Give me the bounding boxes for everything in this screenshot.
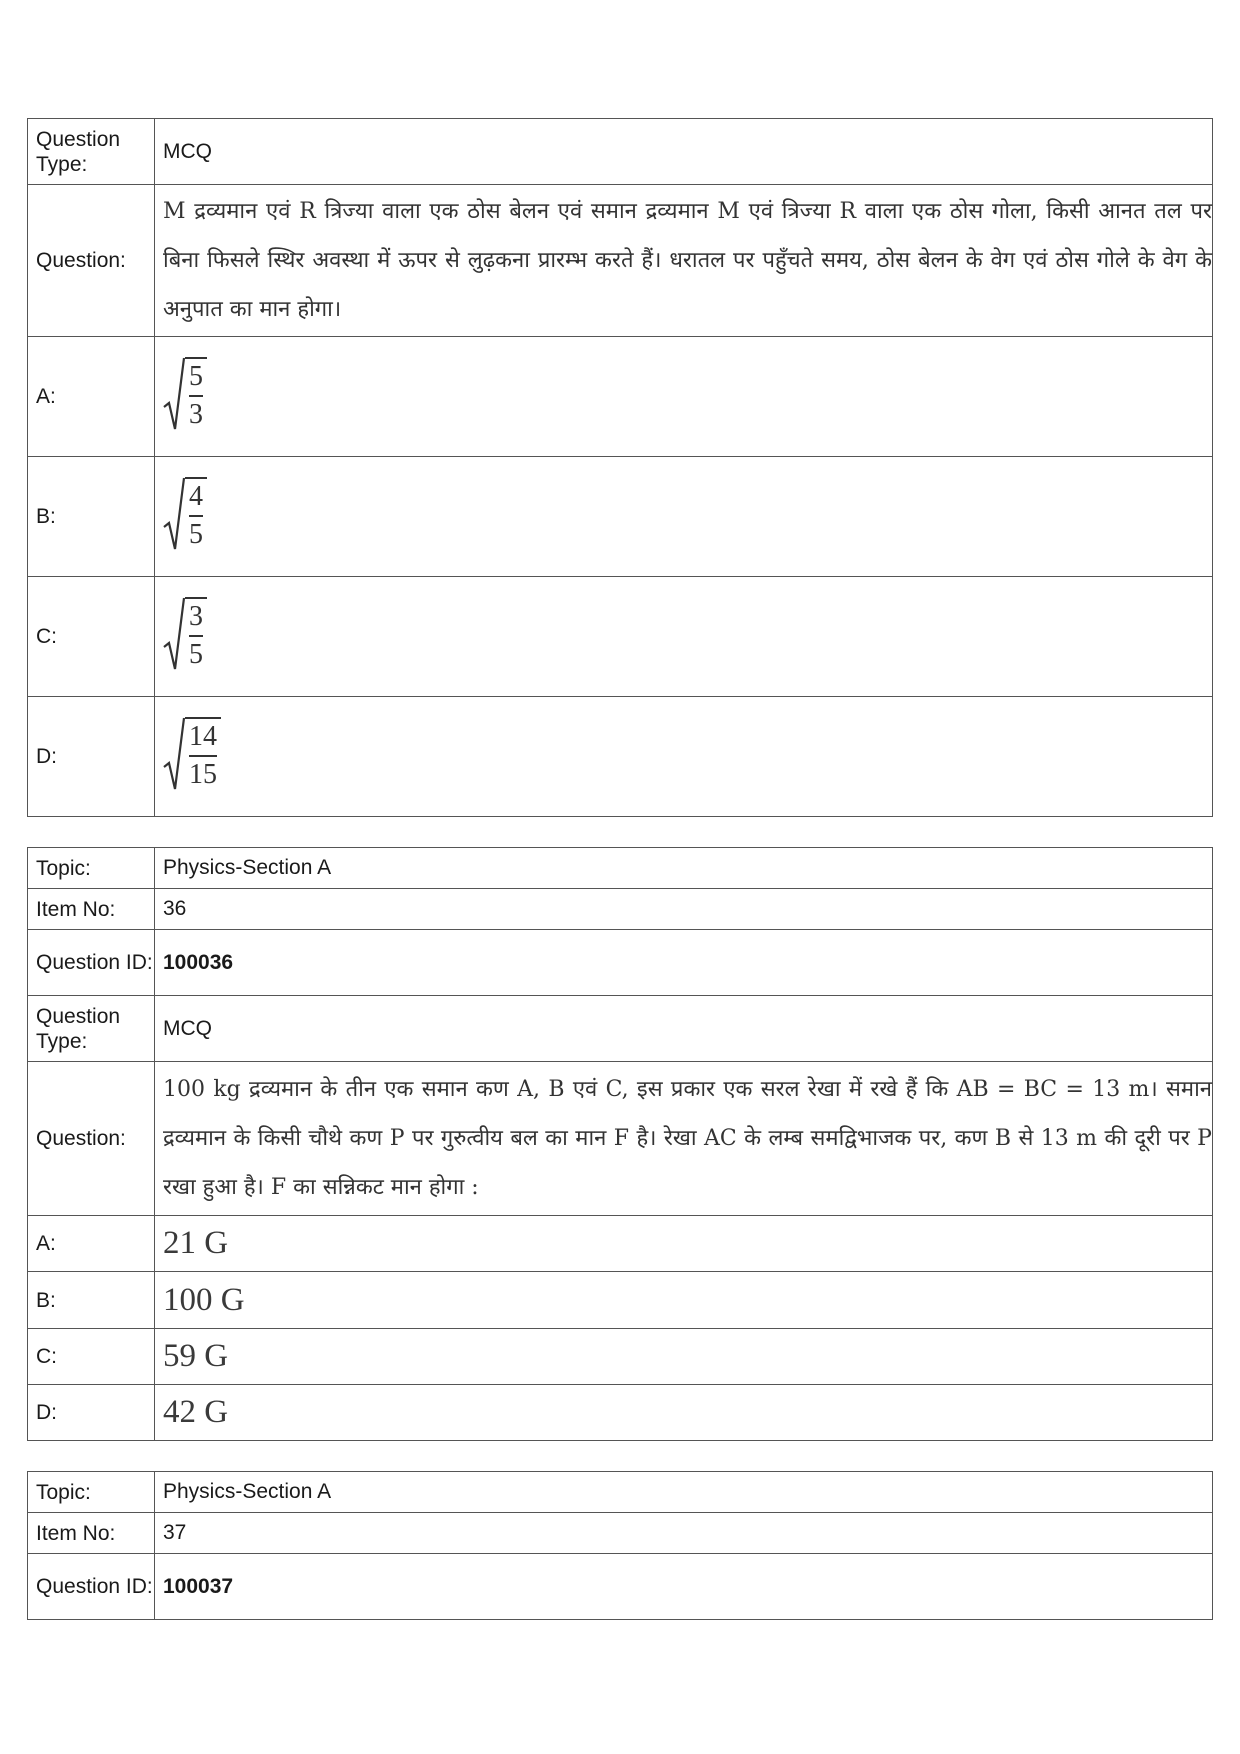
option-row <box>28 577 1213 697</box>
option-value <box>155 697 1213 817</box>
option-row <box>28 337 1213 457</box>
option-label: D: <box>28 1385 155 1441</box>
item-no-row <box>28 1513 1213 1554</box>
option-row <box>28 1216 1213 1272</box>
question-type-label: Question Type: <box>28 996 155 1062</box>
option-row <box>28 1385 1213 1441</box>
option-label: D: <box>28 697 155 817</box>
topic-row <box>28 848 1213 889</box>
radical-sign-icon <box>163 597 185 671</box>
question-id-row <box>28 1554 1213 1620</box>
question-label: Question: <box>28 185 155 337</box>
radical-sign-icon <box>163 477 185 551</box>
option-row <box>28 1329 1213 1385</box>
question-row <box>28 185 1213 337</box>
numerator: 14 <box>189 721 217 752</box>
square-root-expression <box>163 597 207 671</box>
question-label: Question: <box>28 1062 155 1216</box>
item-no-label: Item No: <box>28 1513 155 1554</box>
square-root-expression <box>163 477 207 551</box>
option-value: 100 G <box>155 1272 1213 1329</box>
option-value <box>155 577 1213 697</box>
item-no-value: 36 <box>155 889 1213 930</box>
option-value <box>155 337 1213 457</box>
question-text: 100 kg द्रव्यमान के तीन एक समान कण A, B एवं C, इस प्रकार एक सरल रेखा में रखे हैं कि AB = BC = 13 m। समान द्रव्यमान के किसी चौथे कण P पर गुरुत्वीय बल का मान F है। रेखा AC के लम्ब समद्विभाजक पर, कण B से 13 m की दूरी पर P रखा हुआ है। F का सन्निकट मान होगा : <box>155 1062 1213 1216</box>
question-row <box>28 1062 1213 1216</box>
question-type-row <box>28 119 1213 185</box>
question-id-label: Question ID: <box>28 1554 155 1620</box>
denominator: 5 <box>189 638 203 670</box>
topic-row <box>28 1472 1213 1513</box>
option-label: C: <box>28 577 155 697</box>
option-label: B: <box>28 1272 155 1329</box>
question-type-value: MCQ <box>155 119 1213 185</box>
question-text: M द्रव्यमान एवं R त्रिज्या वाला एक ठोस बेलन एवं समान द्रव्यमान M एवं त्रिज्या R वाला एक ठोस गोला, किसी आनत तल पर बिना फिसले स्थिर अवस्था में ऊपर से लुढ़कना प्रारम्भ करते हैं। धरातल पर पहुँचते समय, ठोस बेलन के वेग एवं ठोस गोले के वेग के अनुपात का मान होगा। <box>155 185 1213 337</box>
numerator: 5 <box>189 361 203 392</box>
item-no-label: Item No: <box>28 889 155 930</box>
option-row <box>28 697 1213 817</box>
topic-label: Topic: <box>28 848 155 889</box>
option-row <box>28 457 1213 577</box>
square-root-expression <box>163 357 207 431</box>
option-label: A: <box>28 1216 155 1272</box>
question-type-label: Question Type: <box>28 119 155 185</box>
denominator: 5 <box>189 518 203 550</box>
option-label: A: <box>28 337 155 457</box>
topic-label: Topic: <box>28 1472 155 1513</box>
question-id-row <box>28 930 1213 996</box>
question-id-value: 100036 <box>155 930 1213 996</box>
item-no-row <box>28 889 1213 930</box>
question-36-table <box>27 847 1213 1441</box>
denominator: 3 <box>189 398 203 430</box>
item-no-value: 37 <box>155 1513 1213 1554</box>
question-37-table <box>27 1471 1213 1620</box>
square-root-expression <box>163 717 221 791</box>
topic-value: Physics-Section A <box>155 848 1213 889</box>
option-value: 59 G <box>155 1329 1213 1385</box>
numerator: 4 <box>189 481 203 512</box>
radical-sign-icon <box>163 357 185 431</box>
option-label: C: <box>28 1329 155 1385</box>
option-value <box>155 457 1213 577</box>
option-label: B: <box>28 457 155 577</box>
option-value: 21 G <box>155 1216 1213 1272</box>
question-id-label: Question ID: <box>28 930 155 996</box>
radical-sign-icon <box>163 717 185 791</box>
option-value: 42 G <box>155 1385 1213 1441</box>
question-type-value: MCQ <box>155 996 1213 1062</box>
question-id-value: 100037 <box>155 1554 1213 1620</box>
question-35-table <box>27 118 1213 817</box>
topic-value: Physics-Section A <box>155 1472 1213 1513</box>
option-row <box>28 1272 1213 1329</box>
denominator: 15 <box>189 758 217 790</box>
numerator: 3 <box>189 601 203 632</box>
question-type-row <box>28 996 1213 1062</box>
